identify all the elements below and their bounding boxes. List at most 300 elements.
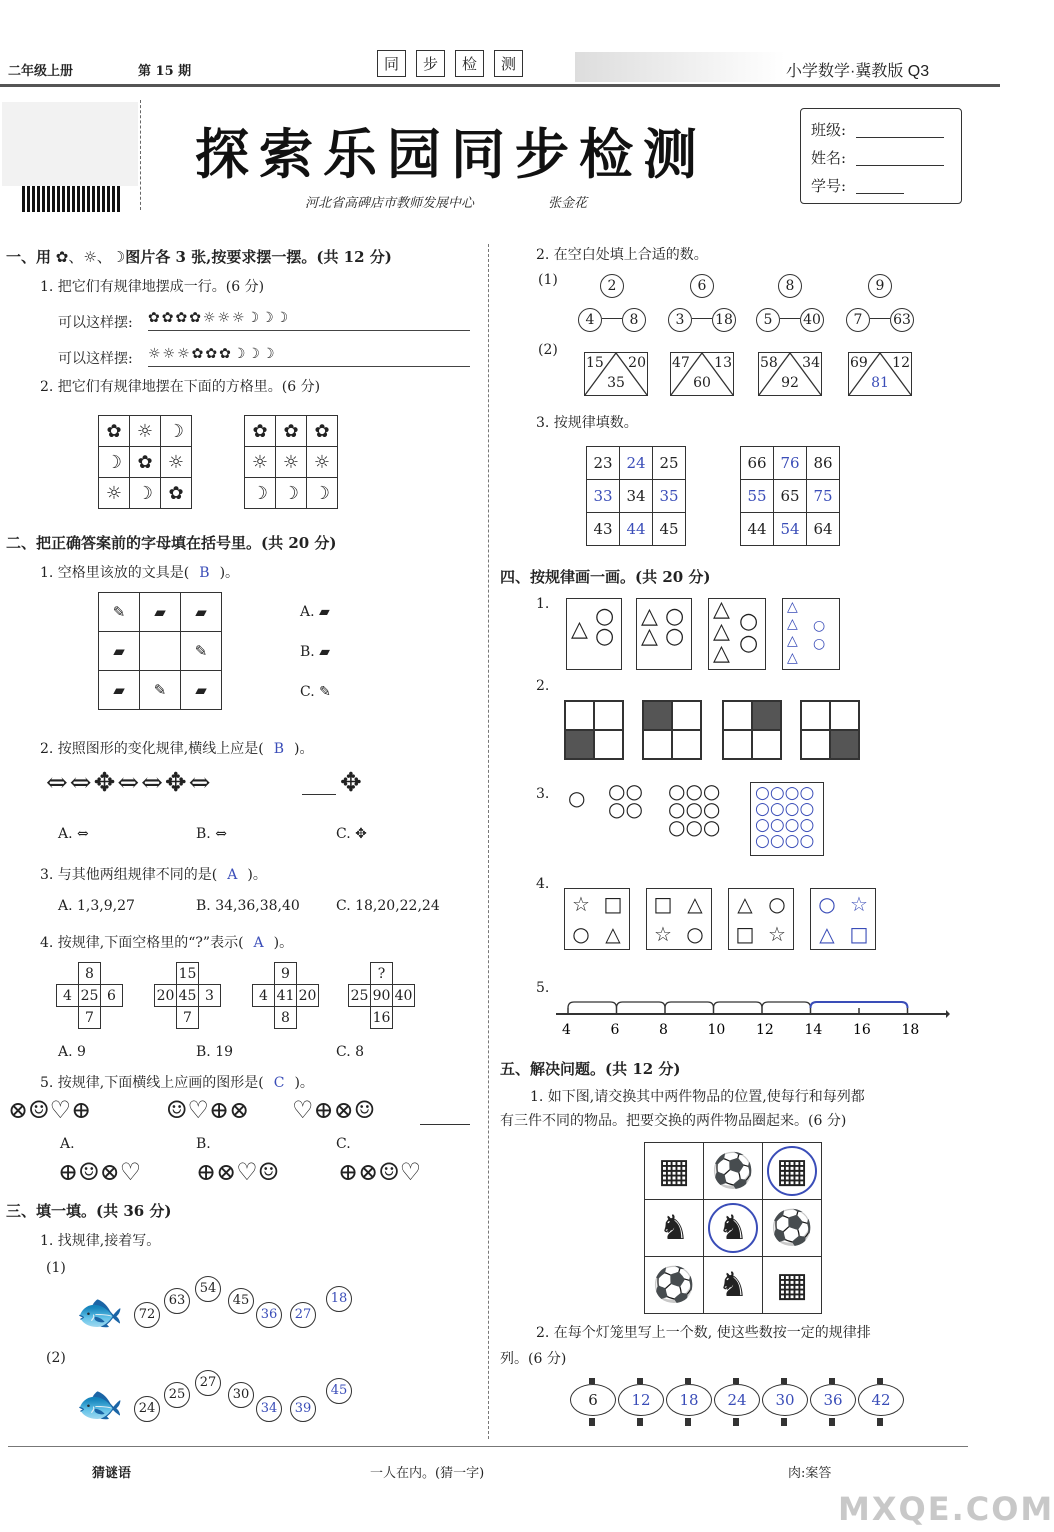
triangle-right: 40 (800, 308, 824, 332)
cross-cell: ? (370, 962, 393, 985)
table-cell: 54 (774, 513, 807, 546)
quad-cell (723, 730, 752, 759)
watermark: MXQE.COM (838, 1490, 1054, 1528)
s4-q5-number: 5. (536, 980, 550, 996)
tick-label: 16 (853, 1022, 871, 1038)
s2-q2: 2. 按照图形的变化规律,横线上应是( B )。 (40, 741, 314, 757)
quad-square (564, 700, 624, 760)
s3-q1-part-2-label: (2) (46, 1350, 66, 1366)
s2-stationery-grid (98, 592, 222, 710)
sum-box (758, 352, 822, 396)
quad-cell (801, 701, 830, 730)
symbol-cell: □ (849, 922, 869, 946)
quad-cell (752, 730, 781, 759)
number-circle: 34 (256, 1396, 282, 1422)
sum-box-b: 20 (628, 355, 646, 371)
symbol-cell: ☆ (572, 892, 590, 916)
name-label: 姓名: (811, 149, 847, 167)
tick-label: 6 (610, 1022, 620, 1038)
quad-cell (594, 730, 623, 759)
s2-q5-group-2: ☺♡⊕⊗ (166, 1096, 250, 1124)
sum-box (670, 352, 734, 396)
quad-cell (643, 701, 672, 730)
fish-icon: 🐟 (76, 1290, 124, 1334)
s4-q1-frame-2: △ △ ○ ○ (636, 598, 692, 670)
table-cell: 75 (807, 480, 840, 513)
lantern-tassel (685, 1418, 691, 1426)
cross-cell: 45 (176, 984, 199, 1007)
s4-q3-circles-4: ○○○○ ○○○○ ○○○○ ○○○○ (750, 782, 824, 856)
object-cell (645, 1143, 704, 1200)
table-cell: 44 (741, 513, 774, 546)
sum-box-a: 47 (672, 355, 690, 371)
quad-cell (723, 701, 752, 730)
number-circle: 63 (164, 1288, 190, 1314)
pencil-icon: ✎ (181, 632, 222, 671)
number-circle: 18 (326, 1286, 352, 1312)
tick-label: 14 (804, 1022, 823, 1038)
cross-cell: 41 (274, 984, 297, 1007)
triangle-left: 4 (578, 308, 602, 332)
number-circle: 25 (164, 1382, 190, 1408)
sum-box-diagonals (671, 353, 733, 395)
table-cell: 24 (620, 447, 653, 480)
tick-label: 12 (756, 1022, 774, 1038)
fish-icon: 🐟 (76, 1382, 124, 1426)
s1-line-a (148, 330, 470, 331)
quad-square (800, 700, 860, 760)
object-cell (704, 1143, 763, 1200)
grid-cell: ✿ (307, 416, 338, 447)
object-cell (763, 1200, 822, 1257)
sharpener-icon: ▰ (99, 632, 140, 671)
s5-object-grid (644, 1142, 822, 1314)
s2-q1-opt-c: C. ✎ (300, 684, 331, 700)
s2-q4: 4. 按规律,下面空格里的“?”表示( A )。 (40, 935, 294, 951)
triangle-left: 3 (668, 308, 692, 332)
symbol-cell: ○ (768, 892, 786, 916)
rubiks-cube-icon: ▦ (767, 1146, 817, 1196)
cross-cell: 40 (392, 984, 415, 1007)
grid-cell: ☽ (307, 478, 338, 509)
s1-q2: 2. 把它们有规律地摆在下面的方格里。(6 分) (40, 379, 321, 395)
tick-label: 8 (659, 1022, 668, 1038)
rubiks-cube-icon: ▦ (657, 1151, 691, 1191)
s1-row-label-b: 可以这样摆: (58, 351, 133, 367)
lantern-tassel (781, 1418, 787, 1426)
sum-box-c: 92 (781, 375, 799, 391)
symbol-grid (728, 888, 794, 950)
grid-cell: ☽ (245, 478, 276, 509)
lantern: 30 (762, 1384, 808, 1416)
lantern: 6 (570, 1384, 616, 1416)
s2-q3-opt-a: A. 1,3,9,27 (58, 898, 135, 914)
tick-label: 4 (562, 1022, 571, 1038)
object-cell (763, 1143, 822, 1200)
object-cell (645, 1257, 704, 1314)
grade-label: 二年级上册 (8, 64, 74, 79)
object-cell (763, 1257, 822, 1314)
rocking-horse-icon: ♞ (708, 1203, 758, 1253)
cross-cell: 3 (198, 984, 221, 1007)
footer-rule (8, 1446, 968, 1447)
riddle-answer: 肉:案答 (788, 1466, 832, 1481)
section-3-title: 三、填一填。(共 36 分) (6, 1202, 172, 1220)
table-cell: 64 (807, 513, 840, 546)
quad-square (642, 700, 702, 760)
object-cell (704, 1200, 763, 1257)
section-2-title: 二、把正确答案前的字母填在括号里。(共 20 分) (6, 534, 337, 552)
s4-q1-number: 1. (536, 596, 550, 612)
pencil-icon: ✎ (140, 671, 181, 710)
grid-cell: ☼ (161, 447, 192, 478)
s2-q3-opt-c: C. 18,20,22,24 (336, 898, 440, 914)
triangle-top: 8 (778, 274, 802, 298)
symbol-cell: ☆ (768, 922, 786, 946)
banner-char: 检 (455, 50, 484, 77)
triangle-top: 9 (868, 274, 892, 298)
s2-q5-opt-c-label: C. (336, 1136, 351, 1152)
cross-cell: 7 (78, 1006, 101, 1029)
sharpener-icon: ▰ (319, 604, 330, 620)
quad-cell (672, 730, 701, 759)
grid-cell: ☼ (99, 478, 130, 509)
s2-q1-opt-b: B. ▰ (300, 644, 330, 660)
table-cell: 55 (741, 480, 774, 513)
table-cell: 35 (653, 480, 686, 513)
cross-cell: 20 (296, 984, 319, 1007)
riddle-label: 猜谜语 (92, 1466, 132, 1481)
object-cell (704, 1257, 763, 1314)
s5-q2-line-1: 2. 在每个灯笼里写上一个数, 使这些数按一定的规律排 (536, 1325, 871, 1341)
cross-cell: 16 (370, 1006, 393, 1029)
s4-q1-frame-3: △ △ △ ○ ○ (708, 598, 766, 670)
grid-cell: ☼ (130, 416, 161, 447)
triangle-top: 2 (600, 274, 624, 298)
s4-q3-circles-1: ○ (568, 786, 586, 810)
placeholder-image (2, 102, 138, 186)
quad-square (722, 700, 782, 760)
number-circle: 27 (195, 1370, 221, 1396)
s2-q2-opt-a: A. ⇔ (58, 826, 89, 842)
table-cell: 43 (587, 513, 620, 546)
series-label: 小学数学·冀教版 Q3 (786, 63, 930, 80)
jump-arc (617, 1002, 666, 1008)
header-divider (140, 100, 142, 210)
triangle-right: 63 (890, 308, 914, 332)
soccer-ball-icon: ⚽ (770, 1208, 814, 1248)
number-circle: 24 (134, 1396, 160, 1422)
soccer-ball-icon: ⚽ (711, 1151, 755, 1191)
symbol-cell: □ (603, 892, 623, 916)
sum-box-b: 13 (714, 355, 732, 371)
symbol-cell: ○ (818, 892, 836, 916)
s2-q2-opt-b: B. ⇔ (196, 826, 227, 842)
number-circle: 30 (228, 1382, 254, 1408)
cross-cell: 25 (348, 984, 371, 1007)
table-cell: 44 (620, 513, 653, 546)
triangle-top: 6 (690, 274, 714, 298)
lantern: 42 (858, 1384, 904, 1416)
quad-cell (565, 701, 594, 730)
quad-cell (565, 730, 594, 759)
table-cell: 34 (620, 480, 653, 513)
jump-arc (665, 1002, 714, 1008)
s3-table-a (586, 446, 686, 546)
lantern-tassel (877, 1418, 883, 1426)
tick-label: 10 (707, 1022, 726, 1038)
s2-q4-opt-a: A. 9 (58, 1044, 86, 1060)
sum-box-a: 69 (850, 355, 868, 371)
symbol-cell: △ (687, 892, 703, 916)
eraser-icon: ▰ (319, 644, 330, 660)
sum-box-a: 15 (586, 355, 604, 371)
rubiks-cube-icon: ▦ (775, 1265, 809, 1305)
quad-cell (643, 730, 672, 759)
grid-cell: ✿ (130, 447, 161, 478)
lantern-tassel (829, 1418, 835, 1426)
grid-cell: ☼ (276, 447, 307, 478)
s1-row-b: ☼☼☼✿✿✿☽☽☽ (148, 346, 277, 362)
s1-grid-a (98, 415, 192, 509)
riddle-text: 一人在内。(猜一字) (370, 1466, 485, 1481)
s5-q2-line-2: 列。(6 分) (500, 1351, 567, 1367)
triangle-left: 5 (756, 308, 780, 332)
symbol-cell: △ (819, 922, 835, 946)
table-cell: 66 (741, 447, 774, 480)
class-label: 班级: (811, 121, 847, 139)
sum-box-a: 58 (760, 355, 778, 371)
s4-q3-circles-3: ○○○ ○○○ ○○○ (668, 779, 721, 839)
blank-cell (140, 632, 181, 671)
sum-box-c: 81 (871, 375, 889, 391)
banner-char: 测 (494, 50, 523, 77)
triangle-link (602, 318, 622, 319)
header-rule (0, 84, 1000, 87)
qr-code (22, 186, 122, 212)
symbol-cell: □ (735, 922, 755, 946)
header-decoration (575, 52, 785, 82)
grid-cell: ✿ (276, 416, 307, 447)
symbol-grid (646, 888, 712, 950)
s4-q1-frame-4: △ △ △ △ ○ ○ (782, 598, 840, 670)
lantern-tassel (637, 1418, 643, 1426)
sum-box-b: 12 (892, 355, 910, 371)
grid-cell: ✿ (99, 416, 130, 447)
quad-cell (830, 730, 859, 759)
rocking-horse-icon: ♞ (658, 1208, 690, 1248)
sharpener-icon: ▰ (181, 671, 222, 710)
page-title: 探索乐园同步检测 (195, 123, 707, 186)
symbol-cell: ☆ (850, 892, 868, 916)
sum-box-c: 60 (693, 375, 711, 391)
lantern-tassel (589, 1418, 595, 1426)
cross-cell: 8 (78, 962, 101, 985)
soccer-ball-icon: ⚽ (652, 1265, 696, 1305)
triangle-link (692, 318, 712, 319)
grid-cell: ☽ (276, 478, 307, 509)
s1-line-b (148, 366, 470, 367)
eraser-icon: ▰ (181, 593, 222, 632)
eraser-icon: ▰ (99, 671, 140, 710)
symbol-grid (810, 888, 876, 950)
s1-grid-b (244, 415, 338, 509)
s3-table-b (740, 446, 840, 546)
cross-cell: 9 (274, 962, 297, 985)
section-5-title: 五、解决问题。(共 12 分) (500, 1060, 681, 1078)
table-cell: 33 (587, 480, 620, 513)
triangle-link (870, 318, 890, 319)
lantern: 12 (618, 1384, 664, 1416)
lantern: 36 (810, 1384, 856, 1416)
cross-cell: 25 (78, 984, 101, 1007)
sum-box-diagonals (585, 353, 647, 395)
s2-q4-opt-c: C. 8 (336, 1044, 365, 1060)
banner (350, 44, 550, 84)
s3-q1-part-1-label: (1) (46, 1260, 66, 1276)
s4-q3-circles-2: ○○ ○○ (608, 779, 643, 821)
s2-q2-sequence: ⇔⇔✥⇔⇔✥⇔ (46, 768, 213, 798)
s2-q5-opt-a-label: A. (60, 1136, 75, 1152)
s2-q1: 1. 空格里该放的文具是( B )。 (40, 565, 240, 581)
move-icon: ✥ (340, 768, 362, 798)
symbol-cell: ○ (572, 922, 590, 946)
sum-box-diagonals (849, 353, 911, 395)
pencil-icon: ✎ (99, 593, 140, 632)
pencil-icon: ✎ (319, 684, 331, 700)
cross-cell: 8 (274, 1006, 297, 1029)
s2-q4-opt-b: B. 19 (196, 1044, 234, 1060)
number-circle: 45 (326, 1378, 352, 1404)
sum-box-c: 35 (607, 375, 625, 391)
grid-cell: ☽ (130, 478, 161, 509)
lantern: 24 (714, 1384, 760, 1416)
cross-cell: 4 (56, 984, 79, 1007)
id-label: 学号: (811, 177, 847, 195)
symbol-cell: △ (605, 922, 621, 946)
s2-q5: 5. 按规律,下面横线上应画的图形是( C )。 (40, 1075, 314, 1091)
triangle-left: 7 (846, 308, 870, 332)
s1-q1: 1. 把它们有规律地摆成一行。(6 分) (40, 279, 265, 295)
grid-cell: ☼ (245, 447, 276, 478)
triangle-right: 8 (622, 308, 646, 332)
grid-cell: ☼ (307, 447, 338, 478)
s4-q5-number-line (550, 996, 950, 1040)
table-cell: 23 (587, 447, 620, 480)
sum-box (584, 352, 648, 396)
s2-q3: 3. 与其他两组规律不同的是( A )。 (40, 867, 267, 883)
jump-arc (762, 1002, 811, 1008)
table-cell: 86 (807, 447, 840, 480)
cross-cell: 7 (176, 1006, 199, 1029)
grid-cell: ✿ (161, 478, 192, 509)
quad-cell (594, 701, 623, 730)
s2-q5-group-3: ♡⊕⊗☺ (292, 1096, 376, 1124)
s4-q4-number: 4. (536, 876, 550, 892)
object-cell (645, 1200, 704, 1257)
student-info-box (800, 108, 962, 204)
banner-char: 步 (416, 50, 445, 77)
quad-cell (830, 701, 859, 730)
s3-q2-part-2-label: (2) (538, 342, 558, 358)
s4-q2-number: 2. (536, 678, 550, 694)
s2-q5-opt-a: ⊕☺⊗♡ (58, 1158, 142, 1186)
issue-label: 第 15 期 (138, 64, 192, 79)
s5-q1-line-2: 有三件不同的物品。把要交换的两件物品圈起来。(6 分) (500, 1113, 847, 1129)
cross-cell: 15 (176, 962, 199, 985)
symbol-cell: □ (653, 892, 673, 916)
sum-box-diagonals (759, 353, 821, 395)
s3-q1: 1. 找规律,接着写。 (40, 1233, 161, 1249)
s2-q5-blank (420, 1124, 470, 1125)
sharpener-icon: ▰ (140, 593, 181, 632)
banner-char: 同 (377, 50, 406, 77)
s2-q2-opt-c: C. ✥ (336, 826, 367, 842)
name-field[interactable] (856, 165, 944, 166)
lantern-tassel (733, 1418, 739, 1426)
s1-row-label-a: 可以这样摆: (58, 315, 133, 331)
cross-cell: 4 (252, 984, 275, 1007)
rocking-horse-icon: ♞ (717, 1265, 749, 1305)
s1-row-a: ✿✿✿✿☼☼☼☽☽☽ (148, 310, 291, 326)
s2-q1-answer: B (199, 565, 210, 581)
symbol-cell: △ (737, 892, 753, 916)
s2-q1-opt-a: A. ▰ (300, 604, 330, 620)
jump-arc (714, 1002, 763, 1008)
s2-q5-opt-b: ⊕⊗♡☺ (196, 1158, 280, 1186)
quad-cell (672, 701, 701, 730)
class-field[interactable] (856, 137, 944, 138)
s3-q2: 2. 在空白处填上合适的数。 (536, 247, 708, 263)
sum-box-b: 34 (802, 355, 820, 371)
tick-label: 18 (901, 1022, 920, 1038)
s5-q1-line-1: 1. 如下图,请交换其中两件物品的位置,使每行和每列都 (530, 1089, 865, 1105)
cross-cell: 6 (100, 984, 123, 1007)
sum-box (848, 352, 912, 396)
s3-q2-part-1-label: (1) (538, 272, 558, 288)
grid-cell: ✿ (245, 416, 276, 447)
table-cell: 45 (653, 513, 686, 546)
s2-q5-group-1: ⊗☺♡⊕ (8, 1096, 92, 1124)
s3-q3: 3. 按规律填数。 (536, 415, 638, 431)
number-circle: 45 (228, 1288, 254, 1314)
s2-q2-blank (302, 794, 336, 795)
author-name: 张金花 (548, 196, 588, 211)
symbol-grid (564, 888, 630, 950)
number-circle: 39 (290, 1396, 316, 1422)
number-circle: 27 (290, 1302, 316, 1328)
number-circle: 36 (256, 1302, 282, 1328)
section-4-title: 四、按规律画一画。(共 20 分) (500, 568, 711, 586)
cross-cell: 90 (370, 984, 393, 1007)
lantern: 18 (666, 1384, 712, 1416)
quad-cell (752, 701, 781, 730)
number-circle: 54 (195, 1276, 221, 1302)
id-field[interactable] (856, 193, 904, 194)
table-cell: 76 (774, 447, 807, 480)
s4-q3-number: 3. (536, 786, 550, 802)
cross-cell: 20 (154, 984, 177, 1007)
symbol-cell: ○ (686, 922, 704, 946)
s4-q1-frame-1: △ ○ ○ (566, 598, 622, 670)
jump-arc (568, 1002, 617, 1008)
section-1-title: 一、用 ✿、☼、☽图片各 3 张,按要求摆一摆。(共 12 分) (6, 248, 392, 266)
grid-cell: ☽ (99, 447, 130, 478)
s2-q3-opt-b: B. 34,36,38,40 (196, 898, 300, 914)
triangle-right: 18 (712, 308, 736, 332)
table-cell: 25 (653, 447, 686, 480)
quad-cell (801, 730, 830, 759)
